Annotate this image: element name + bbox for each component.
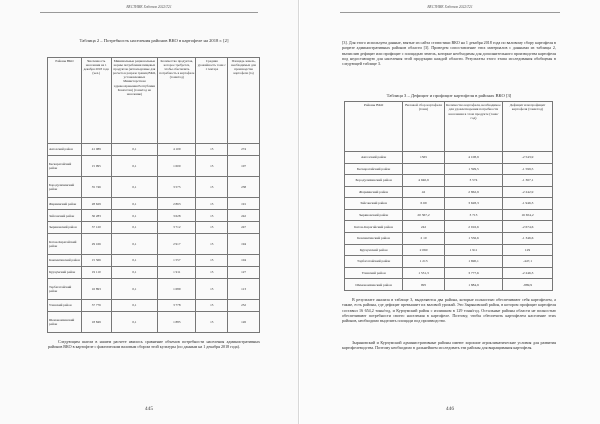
district-cell: Бородулихинский район — [48, 177, 82, 198]
value-cell: 995 — [403, 279, 445, 291]
column-header: Районы ВКО — [345, 102, 403, 152]
value-cell: 1 911 — [444, 244, 502, 256]
value-cell: 129 — [503, 244, 553, 256]
value-cell: -2 246,3 — [503, 267, 553, 279]
value-cell: 37 120 — [81, 221, 111, 233]
table-row — [48, 177, 260, 198]
value-cell: -1 599,5 — [503, 163, 553, 175]
value-cell: -2 674,6 — [503, 221, 553, 233]
value-cell: 16 893 — [81, 278, 111, 299]
value-cell: 15 995 — [81, 155, 111, 176]
value-cell: 0,1 — [111, 221, 158, 233]
value-cell: 2 863 — [158, 198, 196, 210]
body-paragraph: В результате анализа в таблице 3, выделяются два района, которые полностью обеспечивают себя картофелем, а также, есть районы, где дефицит превышает их валовой урожай. Это Зыряновский район, в котором профицит картофеля составил 16 654,2 тонн/год, и Курчумский район с излишком в 129 тонн/год. Остальные районы области не полностью обеспечивают потребности своего населения в картофеле. Поэтому, чтобы обеспечить картофелем население этих районов, необходимо выделить площади под производство. — [342, 297, 556, 324]
district-cell: Курчумский район — [48, 266, 82, 278]
value-cell: 20 367,2 — [403, 209, 445, 221]
value-cell: 0,1 — [111, 210, 158, 222]
district-cell: Уланский район — [48, 299, 82, 311]
value-cell: 16 654,2 — [503, 209, 553, 221]
district-cell: Катон-Карагайский район — [345, 221, 403, 233]
column-header: Средняя урожайность тонн с 1 гектара — [196, 58, 228, 144]
value-cell: 15 — [196, 266, 228, 278]
value-cell: 19 110 — [81, 266, 111, 278]
value-cell: 1 690,1 — [444, 256, 502, 268]
table-row — [345, 163, 553, 175]
value-cell: 15 — [196, 177, 228, 198]
value-cell: 0,1 — [111, 299, 158, 311]
district-cell: Жарминский район — [48, 198, 82, 210]
column-header: Количество продуктов, которое требуется, чтобы обеспечить потребность в картофеле (тонн/год) — [158, 58, 196, 144]
value-cell: 28 629 — [81, 198, 111, 210]
value-cell: 247 — [228, 221, 260, 233]
value-cell: 15 — [196, 144, 228, 156]
table-row — [345, 152, 553, 164]
value-cell: 2 917 — [158, 233, 196, 254]
table-row — [48, 299, 260, 311]
value-cell: 0,1 — [111, 198, 158, 210]
value-cell: 2 060 — [403, 244, 445, 256]
value-cell — [403, 163, 445, 175]
value-cell: 41 089 — [81, 144, 111, 156]
value-cell: 1565 — [403, 152, 445, 164]
value-cell: 1 911 — [158, 266, 196, 278]
value-cell: 1 557 — [158, 255, 196, 267]
column-header: Районы ВКО — [48, 58, 82, 144]
table-row — [48, 233, 260, 254]
value-cell: 3 712 — [158, 221, 196, 233]
table-row — [345, 175, 553, 187]
value-cell: 194 — [228, 233, 260, 254]
district-cell: Аягозский район — [48, 144, 82, 156]
column-header: Площадь земель, необходимых для производства картофеля (га) — [228, 58, 260, 144]
running-header: ВЕСТНИК Хоботов 2022/Т21 — [427, 5, 473, 9]
table-row — [48, 221, 260, 233]
table-row — [345, 279, 553, 291]
table-row — [345, 233, 553, 245]
table-row — [48, 278, 260, 299]
value-cell: 3 628 — [158, 210, 196, 222]
column-header: Минимальные рациональные нормы потребления пищевых продуктов (используемые для расчета в разрезе границ ВКО, установленных Министерством здравоохранения Республики Казахстан) (тонн/год на население) — [111, 58, 158, 144]
value-cell: 1 213 — [403, 256, 445, 268]
header-rule — [340, 12, 560, 13]
value-cell: 3 778 — [158, 299, 196, 311]
value-cell: 4 108,9 — [444, 152, 502, 164]
district-cell: Уланский район — [345, 267, 403, 279]
value-cell: -2 543,9 — [503, 152, 553, 164]
value-cell: 104 — [228, 255, 260, 267]
value-cell: 36 283 — [81, 210, 111, 222]
column-header: Количество картофеля, необходимое для удовлетворения потребности населения в этом продукте (тонн/год) — [444, 102, 502, 152]
district-cell: Зыряновский район — [48, 221, 82, 233]
value-cell: 274 — [228, 144, 260, 156]
value-cell: 1 531,3 — [403, 267, 445, 279]
value-cell: 15 — [196, 299, 228, 311]
value-cell: 242 — [228, 210, 260, 222]
body-paragraph: Зыряновский и Курчумский административные районы имеют хорошие агроклиматические условия для развития картофелеводства. Поэтому необходимо в дальнейшем исследовать эти районы для выращивания картофеля. — [342, 340, 556, 351]
table-row — [345, 256, 553, 268]
table-row — [345, 221, 553, 233]
district-cell: Катон-Карагайский район — [48, 233, 82, 254]
value-cell: 3 575 — [158, 177, 196, 198]
value-cell: 126 — [228, 311, 260, 332]
value-cell: 1 599,5 — [444, 163, 502, 175]
value-cell: 15 — [196, 311, 228, 332]
value-cell: 0,1 — [111, 155, 158, 176]
value-cell: 127 — [228, 266, 260, 278]
table-row — [345, 198, 553, 210]
value-cell: 0,1 — [111, 255, 158, 267]
value-cell: 3 713 — [444, 209, 502, 221]
value-cell: 3 574 — [444, 175, 502, 187]
value-cell: 42 — [403, 186, 445, 198]
table-row — [48, 210, 260, 222]
district-cell: Аягозский район — [345, 152, 403, 164]
value-cell: 15 — [196, 210, 228, 222]
value-cell: -1 367,1 — [503, 175, 553, 187]
value-cell: 35 746 — [81, 177, 111, 198]
district-cell: Бескарагайский район — [345, 163, 403, 175]
table-row — [345, 267, 553, 279]
table-2-caption: Таблица 2 – Потребность населения районов ВКО в картофеле на 2018 г. [2] — [79, 38, 229, 43]
district-cell: Бескарагайский район — [48, 155, 82, 176]
table-row — [345, 209, 553, 221]
value-cell: 191 — [228, 198, 260, 210]
body-paragraph: [3]. Для этого используем данные, взятые из сайта статистики ВКО на 1 декабря 2018 года по валовому сбору картофеля в разрезе административных районов области [3]. Проведем сопоставление этих материалов с данными из таблицы 2, вычислив дефицит или профицит с площадью земель, которые необходимы для дополнительного производства картофеля под недостающую для населения этой продукции каждой области. Результаты этого этапа исследования обобщены в следующей таблице 3. — [342, 40, 556, 67]
table-row — [48, 198, 260, 210]
body-paragraph: Следующим шагом в нашем расчете явилось сравнение объемов потребности населения административных районов ВКО в картофеле с фактическим валовым сбором этой культуры (по данным на 1 декабря 2018 года). — [48, 339, 260, 350]
value-cell: 37 776 — [81, 299, 111, 311]
value-cell: 4 940,9 — [403, 175, 445, 187]
value-cell: 3 628,3 — [444, 198, 502, 210]
table-3 — [344, 101, 553, 291]
value-cell: 0,1 — [111, 233, 158, 254]
district-cell: Зыряновский район — [345, 209, 403, 221]
district-cell: Курчумский район — [345, 244, 403, 256]
value-cell: 1 689 — [158, 278, 196, 299]
value-cell: 15 — [196, 198, 228, 210]
district-cell: Бородулихинский район — [345, 175, 403, 187]
value-cell: 1 885 — [158, 311, 196, 332]
table-row — [48, 144, 260, 156]
value-cell: 242 — [403, 221, 445, 233]
column-header: Численность населения на 1 декабря 2018 года (чел.) — [81, 58, 111, 144]
value-cell: 2 916,6 — [444, 221, 502, 233]
district-cell: Зайсанский район — [345, 198, 403, 210]
table-row — [345, 186, 553, 198]
value-cell: 6 69 — [403, 198, 445, 210]
value-cell: 15 566 — [81, 255, 111, 267]
value-cell: -2 242,9 — [503, 186, 553, 198]
page-number: 446 — [445, 406, 455, 412]
table-row — [48, 311, 260, 332]
column-header: Валовой сбор картофеля (тонн) — [403, 102, 445, 152]
table-row — [48, 266, 260, 278]
value-cell: 18 849 — [81, 311, 111, 332]
table-row — [48, 255, 260, 267]
district-cell: Тарбагатайский район — [345, 256, 403, 268]
district-cell: Шемонаихинский район — [48, 311, 82, 332]
value-cell: -1 346,6 — [503, 233, 553, 245]
table-3-caption: Таблица 3 – Дефицит и профицит картофеля в районах ВКО [3] — [386, 93, 512, 98]
value-cell: 252 — [228, 299, 260, 311]
value-cell: -889,9 — [503, 279, 553, 291]
page-number: 445 — [144, 406, 154, 412]
value-cell: 15 — [196, 233, 228, 254]
table-row — [345, 244, 553, 256]
value-cell: 107 — [228, 155, 260, 176]
table-row — [48, 155, 260, 176]
value-cell: 238 — [228, 177, 260, 198]
value-cell: 1 884,9 — [444, 279, 502, 291]
value-cell: 15 — [196, 155, 228, 176]
table-2 — [47, 57, 260, 333]
value-cell: 1 556,6 — [444, 233, 502, 245]
value-cell: 0,1 — [111, 278, 158, 299]
value-cell: -447,1 — [503, 256, 553, 268]
value-cell: 2 10 — [403, 233, 445, 245]
header-rule — [40, 12, 258, 13]
district-cell: Кокпектинский район — [345, 233, 403, 245]
value-cell: 0,1 — [111, 266, 158, 278]
value-cell: 0,1 — [111, 311, 158, 332]
value-cell: 15 — [196, 255, 228, 267]
value-cell: 1 600 — [158, 155, 196, 176]
district-cell: Зайсанский район — [48, 210, 82, 222]
district-cell: Тарбагатайский район — [48, 278, 82, 299]
value-cell: -1 946,3 — [503, 198, 553, 210]
district-cell: Шемонаихинский район — [345, 279, 403, 291]
district-cell: Жарминский район — [345, 186, 403, 198]
value-cell: 15 — [196, 278, 228, 299]
running-header: ВЕСТНИК Хоботов 2022/Т21 — [126, 5, 172, 9]
value-cell: 0,1 — [111, 177, 158, 198]
district-cell: Кокпектинский район — [48, 255, 82, 267]
value-cell: 15 — [196, 221, 228, 233]
value-cell: 0,1 — [111, 144, 158, 156]
value-cell: 4 109 — [158, 144, 196, 156]
value-cell: 29 166 — [81, 233, 111, 254]
column-header: Дефицит или профицит картофеля (тонн/год) — [503, 102, 553, 152]
value-cell: 113 — [228, 278, 260, 299]
value-cell: 3 777,6 — [444, 267, 502, 279]
value-cell: 2 862,9 — [444, 186, 502, 198]
